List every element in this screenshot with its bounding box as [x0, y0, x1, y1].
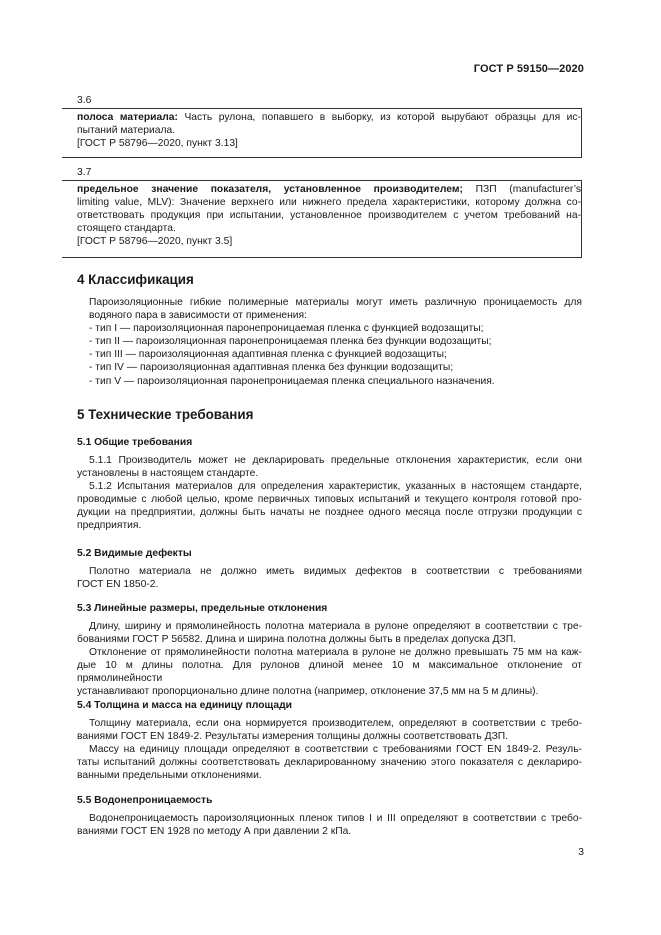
subsection-5-3-text [77, 620, 582, 699]
page-number: 3 [578, 847, 584, 858]
paragraph-line: Толщину материала, если она нормируется производителем, определяют в соответствии с требо- [89, 718, 582, 729]
list-item: - тип III — пароизоляционная адаптивная пленка с функцией водозащиты; [89, 349, 447, 361]
subsection-5-4-text [77, 717, 582, 782]
term-reference: [ГОСТ Р 58796—2020, пункт 3.5] [77, 236, 233, 248]
section-title: 4 Классификация [77, 272, 194, 287]
term-number: 3.7 [77, 167, 92, 178]
paragraph-line: устанавливают пропорционально длине полотна (например, отклонение 37,5 мм на 5 м длины). [77, 686, 539, 698]
section-title: 5 Технические требования [77, 407, 254, 422]
paragraph-line: дукции на предприятии, должны быть начаты не позднее одного месяца после отгрузки продукции с [77, 507, 582, 519]
term-number: 3.6 [77, 95, 92, 106]
paragraph-line: водяного пара в зависимости от применения: [89, 310, 307, 322]
classification-text [89, 296, 582, 388]
paragraph-line: установлены в настоящем стандарте. [77, 468, 259, 480]
paragraph-line: Водонепроницаемость пароизоляционных пленок типов I и III определяют в соответствии с требо- [89, 813, 582, 824]
paragraph-line: проводимые с любой целью, кроме первичных типовых испытаний и текущего контроля готовой про- [77, 494, 582, 506]
paragraph-line: предприятия. [77, 520, 142, 532]
paragraph-line: дые 10 м длины полотна. Для рулонов длиной менее 10 м максимальное отклонение от прямолинейности [77, 660, 582, 685]
paragraph-line: Пароизоляционные гибкие полимерные материалы могут иметь различную проницаемость для [89, 297, 582, 308]
list-item: - тип IV — пароизоляционная адаптивная пленка без функции водозащиты; [89, 362, 454, 374]
term-definition-cont: ответствовать продукция при испытании, установленное производителем с учетом требований на- [77, 210, 581, 222]
paragraph-line: 5.1.2 Испытания материалов для определения характеристик, указанных в настоящем стандарте, [89, 481, 582, 493]
term-definition: limiting value, MLV): Значение верхнего или нижнего предела характеристики, которому должна со- [77, 197, 581, 209]
term-name: полоса материала: [77, 112, 178, 123]
paragraph-line: таты испытаний должны соответствовать декларированному значению этого показателя с деклариро- [77, 757, 582, 769]
term-reference: [ГОСТ Р 58796—2020, пункт 3.13] [77, 138, 238, 150]
paragraph-line: Длину, ширину и прямолинейность полотна материала в рулоне определяют в соответствии с тре- [89, 621, 582, 632]
subsection-5-1-text [77, 454, 582, 533]
list-item: - тип II — пароизоляционная паронепроницаемая пленка без функции водозащиты; [89, 336, 492, 348]
term-name: предельное значение показателя, установленное производителем; [77, 184, 463, 195]
paragraph-line: ГОСТ EN 1850-2. [77, 579, 159, 591]
subsection-title: 5.4 Толщина и масса на единицу площади [77, 700, 292, 711]
document-code: ГОСТ Р 59150—2020 [473, 63, 584, 75]
term-box-3-6 [62, 108, 582, 158]
paragraph-line: ванными предельными отклонениями. [77, 770, 262, 782]
list-item: - тип V — пароизоляционная паронепроницаемая пленка специального назначения. [89, 375, 495, 387]
paragraph-line: Массу на единицу площади определяют в соответствии с требованиями ГОСТ EN 1849-2. Резуль- [89, 744, 582, 756]
subsection-title: 5.2 Видимые дефекты [77, 548, 192, 559]
term-abbreviation: ПЗП (manufacturer’s [475, 184, 581, 195]
subsection-title: 5.3 Линейные размеры, предельные отклонения [77, 603, 328, 614]
term-box-3-7 [62, 180, 582, 258]
term-definition-end: стоящего стандарта. [77, 223, 176, 235]
paragraph-line: бованиями ГОСТ Р 56582. Длина и ширина полотна должны быть в пределах допуска ДЗП. [77, 634, 516, 646]
term-definition: Часть рулона, попавшего в выборку, из которой вырубают образцы для ис- [184, 112, 581, 123]
term-definition-cont: пытаний материала. [77, 125, 176, 137]
paragraph-line: ваниями ГОСТ EN 1849-2. Результаты измерения толщины должны соответствовать ДЗП. [77, 731, 509, 743]
subsection-5-5-text [77, 812, 582, 838]
paragraph-line: 5.1.1 Производитель может не декларировать предельные отклонения характеристик, если они [89, 455, 582, 466]
subsection-title: 5.1 Общие требования [77, 437, 193, 448]
paragraph-line: Полотно материала не должно иметь видимых дефектов в соответствии с требованиями [89, 566, 582, 577]
paragraph-line: Отклонение от прямолинейности полотна материала в рулоне не должно превышать 75 мм на каж- [89, 647, 582, 659]
list-item: - тип I — пароизоляционная паронепроницаемая пленка с функцией водозащиты; [89, 323, 484, 335]
subsection-5-2-text [77, 565, 582, 591]
paragraph-line: ваниями ГОСТ EN 1928 по методу А при давлении 2 кПа. [77, 826, 352, 838]
subsection-title: 5.5 Водонепроницаемость [77, 795, 213, 806]
